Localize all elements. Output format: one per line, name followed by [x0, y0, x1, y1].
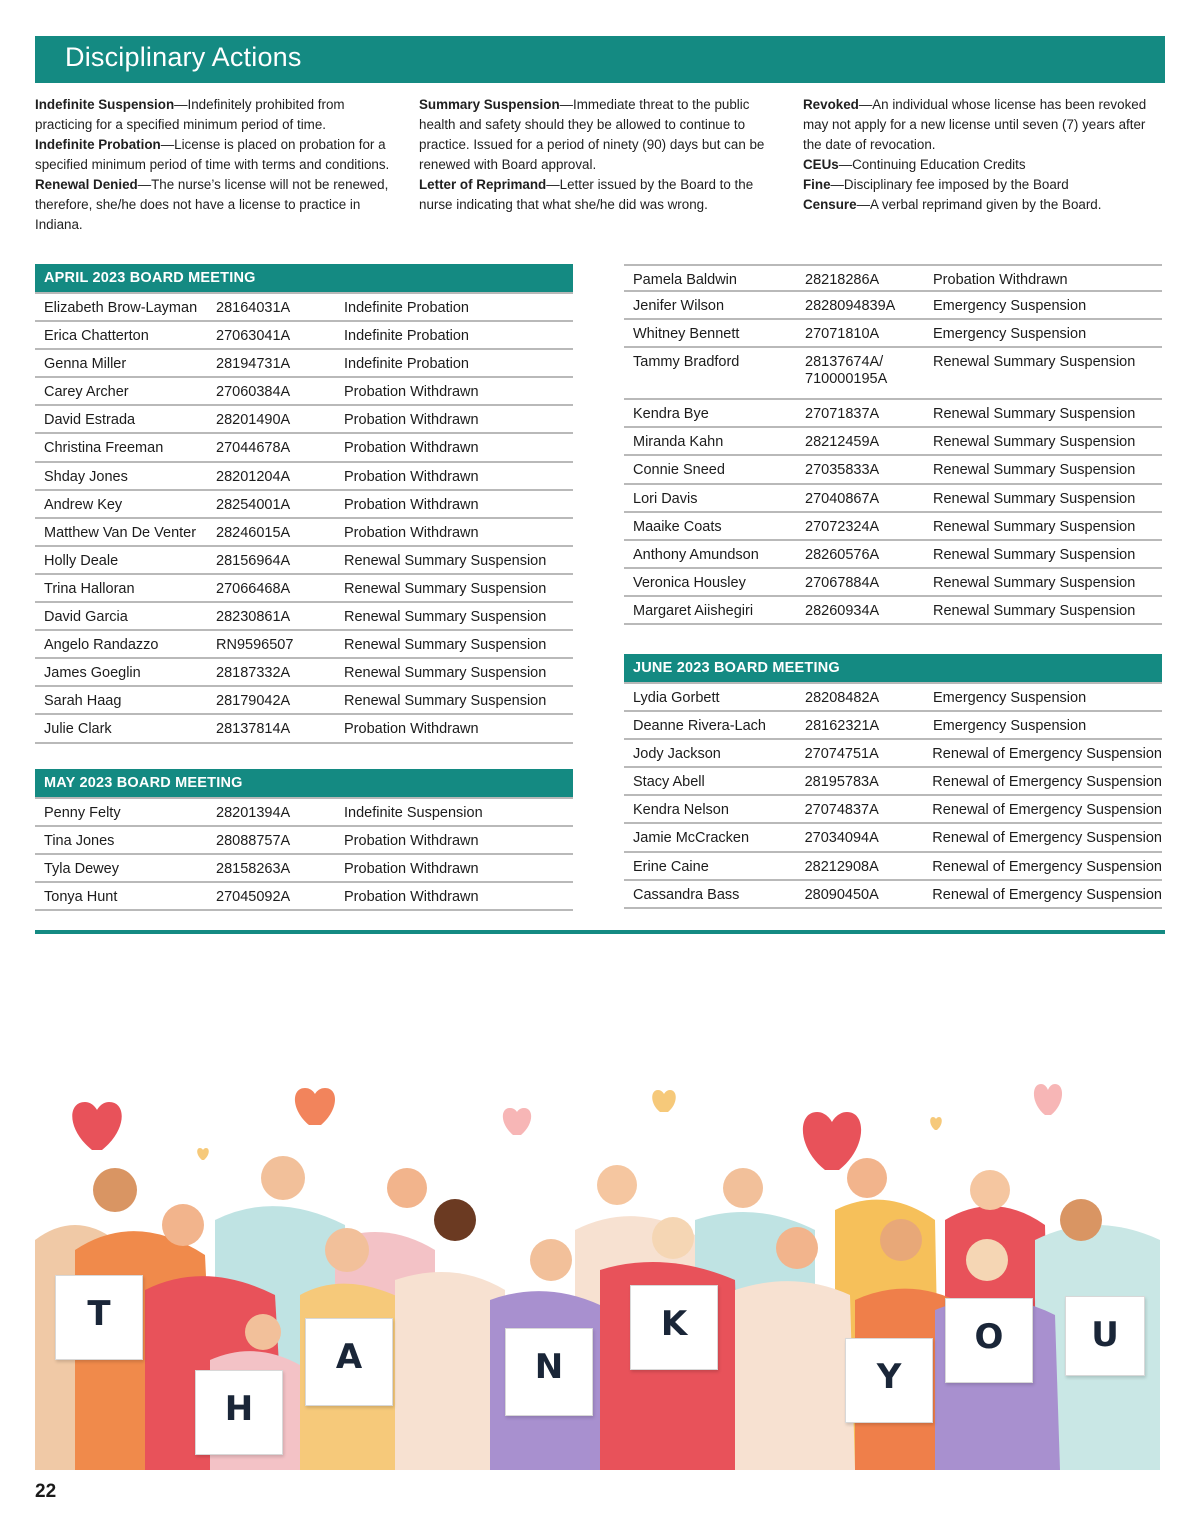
license-number: 28194731A [216, 356, 291, 373]
licensee-name: Connie Sneed [633, 462, 725, 479]
license-number: 28218286A [805, 272, 880, 288]
licensee-name: Jenifer Wilson [633, 298, 725, 315]
licensee-name: Elizabeth Brow-Layman [44, 300, 198, 316]
definitions-column-2 [419, 95, 767, 215]
licensee-name: Veronica Housley [633, 574, 746, 591]
disciplinary-action: Probation Withdrawn [344, 833, 479, 850]
license-number: 27067884A [805, 574, 880, 591]
table-row [624, 456, 1162, 484]
definition: Indefinite Suspension—Indefinitely prohibited from practicing for a specified minimum period of time. [35, 97, 345, 132]
licensee-name: Jamie McCracken [633, 830, 750, 847]
disciplinary-action: Probation Withdrawn [344, 889, 479, 906]
disciplinary-action: Renewal Summary Suspension [344, 580, 547, 597]
license-number: 28254001A [216, 496, 291, 513]
license-number: 28088757A [216, 833, 291, 850]
license-number: 28201490A [216, 412, 291, 429]
definitions-column-1 [35, 95, 395, 235]
disciplinary-action: Renewal Summary Suspension [933, 518, 1136, 535]
disciplinary-action: Probation Withdrawn [344, 412, 479, 429]
disciplinary-action: Renewal Summary Suspension [933, 574, 1136, 591]
disciplinary-action: Renewal Summary Suspension [344, 665, 547, 682]
disciplinary-action: Renewal Summary Suspension [344, 637, 547, 654]
disciplinary-action: Renewal of Emergency Suspension [932, 802, 1162, 819]
table-row [35, 519, 573, 547]
licensee-name: Tina Jones [44, 833, 115, 850]
definition: Revoked—An individual whose license has been revoked may not apply for a new license until seven (7) years after the date of revocation. [803, 97, 1147, 152]
page-number: 22 [35, 1481, 57, 1502]
letter-card: A [305, 1318, 393, 1406]
licensee-name: Lydia Gorbett [633, 690, 720, 706]
licensee-name: Holly Deale [44, 552, 119, 569]
table-row [35, 827, 573, 855]
licensee-name: James Goeglin [44, 665, 141, 682]
licensee-name: Tyla Dewey [44, 861, 119, 878]
disciplinary-action: Renewal of Emergency Suspension [932, 774, 1162, 791]
table-row [624, 684, 1162, 712]
table-row [624, 597, 1162, 625]
table-row [624, 768, 1162, 796]
license-number: 28208482A [805, 690, 880, 706]
definitions-column-3 [803, 95, 1165, 215]
licensee-name: Jody Jackson [633, 746, 721, 763]
letter-card: N [505, 1328, 593, 1416]
table-row [35, 575, 573, 603]
disciplinary-action: Renewal Summary Suspension [933, 490, 1136, 507]
disciplinary-action: Probation Withdrawn [344, 524, 479, 541]
licensee-name: Sarah Haag [44, 693, 122, 710]
thank-you-illustration [35, 1060, 1165, 1470]
licensee-name: Tammy Bradford [633, 354, 740, 371]
definition: Fine—Disciplinary fee imposed by the Board [803, 177, 1069, 192]
table-row [624, 712, 1162, 740]
disciplinary-action: Renewal of Emergency Suspension [932, 746, 1162, 763]
license-number: 27071810A [805, 326, 880, 343]
disciplinary-action: Indefinite Probation [344, 356, 469, 373]
license-number: 27034094A [804, 830, 879, 847]
table-row [35, 687, 573, 715]
licensee-name: Miranda Kahn [633, 434, 724, 451]
licensee-name: Cassandra Bass [633, 886, 740, 903]
letter-card: T [55, 1275, 143, 1360]
disciplinary-action: Probation Withdrawn [933, 272, 1068, 288]
licensee-name: Erine Caine [633, 858, 709, 875]
table-row [35, 350, 573, 378]
disciplinary-action: Indefinite Probation [344, 328, 469, 345]
table-row [624, 796, 1162, 824]
license-number: 28137814A [216, 721, 291, 738]
license-number: 27045092A [216, 889, 291, 906]
licensee-name: Pamela Baldwin [633, 272, 737, 288]
licensee-name: Kendra Nelson [633, 802, 729, 819]
table-row [624, 740, 1162, 768]
disciplinary-action: Emergency Suspension [933, 298, 1087, 315]
disciplinary-action: Renewal Summary Suspension [933, 406, 1136, 423]
license-number: 27060384A [216, 384, 291, 401]
table-row [624, 881, 1162, 909]
license-number: 27066468A [216, 580, 291, 597]
license-number: 28212459A [805, 434, 880, 451]
license-number: 28212908A [804, 858, 879, 875]
table-row [624, 400, 1162, 428]
disciplinary-action: Renewal of Emergency Suspension [932, 886, 1162, 903]
definition: Indefinite Probation—License is placed on probation for a specified minimum period of time with terms and conditions. [35, 137, 390, 172]
section-divider [35, 930, 1165, 934]
license-number: 27074837A [804, 802, 879, 819]
table-row [35, 406, 573, 434]
licensee-name: Erica Chatterton [44, 328, 149, 345]
table-row [35, 322, 573, 350]
definition: CEUs—Continuing Education Credits [803, 157, 1026, 172]
license-number: 27074751A [804, 746, 879, 763]
licensee-name: Stacy Abell [633, 774, 705, 791]
table-heading: MAY 2023 BOARD MEETING [35, 769, 573, 799]
licensee-name: Lori Davis [633, 490, 698, 507]
table-row [35, 294, 573, 322]
table-row [624, 320, 1162, 348]
table-row [35, 855, 573, 883]
table-row [624, 824, 1162, 852]
disciplinary-action: Renewal of Emergency Suspension [932, 830, 1162, 847]
may-meeting-table-continued [624, 264, 1162, 625]
license-number: 28230861A [216, 609, 291, 626]
licensee-name: Genna Miller [44, 356, 127, 373]
license-number: 28260576A [805, 546, 880, 563]
letter-card: K [630, 1285, 718, 1370]
table-heading: APRIL 2023 BOARD MEETING [35, 264, 573, 294]
table-row [35, 883, 573, 911]
page-header-bar [35, 36, 1165, 83]
license-number: 28179042A [216, 693, 291, 710]
table-row [624, 348, 1162, 400]
licensee-name: Andrew Key [44, 496, 123, 513]
license-number: 28187332A [216, 665, 291, 682]
disciplinary-action: Probation Withdrawn [344, 440, 479, 457]
disciplinary-action: Renewal Summary Suspension [933, 462, 1136, 479]
licensee-name: Tonya Hunt [44, 889, 118, 906]
disciplinary-action: Emergency Suspension [933, 326, 1087, 343]
table-row [35, 547, 573, 575]
licensee-name: Kendra Bye [633, 406, 709, 423]
licensee-name: Whitney Bennett [633, 326, 740, 343]
licensee-name: Penny Felty [44, 805, 121, 821]
license-number: 27035833A [805, 462, 880, 479]
licensee-name: Julie Clark [44, 721, 112, 738]
licensee-name: Trina Halloran [44, 580, 135, 597]
license-number: 28162321A [805, 718, 880, 735]
license-number: 28156964A [216, 552, 291, 569]
disciplinary-action: Renewal Summary Suspension [933, 434, 1136, 451]
disciplinary-action: Probation Withdrawn [344, 468, 479, 485]
april-meeting-table [35, 264, 573, 744]
license-number: 27044678A [216, 440, 291, 457]
licensee-name: Matthew Van De Venter [44, 524, 197, 541]
table-row [624, 569, 1162, 597]
table-row [624, 428, 1162, 456]
definition: Censure—A verbal reprimand given by the Board. [803, 197, 1102, 212]
licensee-name: David Estrada [44, 412, 136, 429]
license-number: 28201204A [216, 468, 291, 485]
license-number: 28090450A [804, 886, 879, 903]
table-row [35, 659, 573, 687]
licensee-name: Angelo Randazzo [44, 637, 159, 654]
license-number: 28195783A [804, 774, 879, 791]
table-row [35, 378, 573, 406]
licensee-name: Anthony Amundson [633, 546, 759, 563]
table-row [35, 603, 573, 631]
licensee-name: Carey Archer [44, 384, 129, 401]
license-number: 28246015A [216, 524, 291, 541]
license-number: 28164031A [216, 300, 291, 316]
license-number: 27071837A [805, 406, 880, 423]
letter-card: H [195, 1370, 283, 1455]
table-row [624, 853, 1162, 881]
june-meeting-table [624, 654, 1162, 909]
licensee-name: Deanne Rivera-Lach [633, 718, 766, 735]
table-heading: JUNE 2023 BOARD MEETING [624, 654, 1162, 684]
license-number: 28158263A [216, 861, 291, 878]
table-row [624, 264, 1162, 292]
disciplinary-action: Probation Withdrawn [344, 721, 479, 738]
license-number: 2828094839A [805, 298, 896, 315]
license-number: 28137674A/ 710000195A [805, 354, 888, 388]
disciplinary-action: Renewal Summary Suspension [344, 609, 547, 626]
disciplinary-action: Indefinite Suspension [344, 805, 483, 821]
disciplinary-action: Renewal Summary Suspension [933, 354, 1136, 371]
disciplinary-action: Emergency Suspension [933, 690, 1087, 706]
license-number: 28260934A [805, 602, 880, 619]
definition: Letter of Reprimand—Letter issued by the Board to the nurse indicating that what she/he did was wrong. [419, 177, 754, 212]
disciplinary-action: Indefinite Probation [344, 300, 469, 316]
letter-card: Y [845, 1338, 933, 1423]
may-meeting-table [35, 769, 573, 911]
disciplinary-action: Probation Withdrawn [344, 384, 479, 401]
table-row [624, 485, 1162, 513]
table-row [35, 631, 573, 659]
table-row [35, 715, 573, 743]
definition: Summary Suspension—Immediate threat to the public health and safety should they be allowed to continue to practice. Issued for a period of ninety (90) days but can be renewed with Board approval. [419, 97, 765, 172]
table-row [35, 491, 573, 519]
disciplinary-action: Renewal of Emergency Suspension [932, 858, 1162, 875]
license-number: 27072324A [805, 518, 880, 535]
disciplinary-action: Renewal Summary Suspension [344, 552, 547, 569]
disciplinary-action: Probation Withdrawn [344, 861, 479, 878]
letter-card: U [1065, 1296, 1145, 1376]
license-number: 28201394A [216, 805, 291, 821]
table-row [624, 292, 1162, 320]
table-row [624, 541, 1162, 569]
table-row [35, 463, 573, 491]
license-number: 27040867A [805, 490, 880, 507]
disciplinary-action: Renewal Summary Suspension [933, 602, 1136, 619]
licensee-name: Margaret Aiishegiri [633, 602, 754, 619]
table-row [35, 799, 573, 827]
licensee-name: Maaike Coats [633, 518, 722, 535]
license-number: RN9596507 [216, 637, 294, 654]
page-title: Disciplinary Actions [65, 42, 302, 72]
licensee-name: David Garcia [44, 609, 128, 626]
licensee-name: Shday Jones [44, 468, 128, 485]
licensee-name: Christina Freeman [44, 440, 164, 457]
table-row [624, 513, 1162, 541]
disciplinary-action: Renewal Summary Suspension [344, 693, 547, 710]
disciplinary-action: Probation Withdrawn [344, 496, 479, 513]
disciplinary-action: Renewal Summary Suspension [933, 546, 1136, 563]
letter-card: O [945, 1298, 1033, 1383]
disciplinary-action: Emergency Suspension [933, 718, 1087, 735]
license-number: 27063041A [216, 328, 291, 345]
definition: Renewal Denied—The nurse’s license will not be renewed, therefore, she/he does not have a license to practice in Indiana. [35, 177, 389, 232]
table-row [35, 434, 573, 462]
